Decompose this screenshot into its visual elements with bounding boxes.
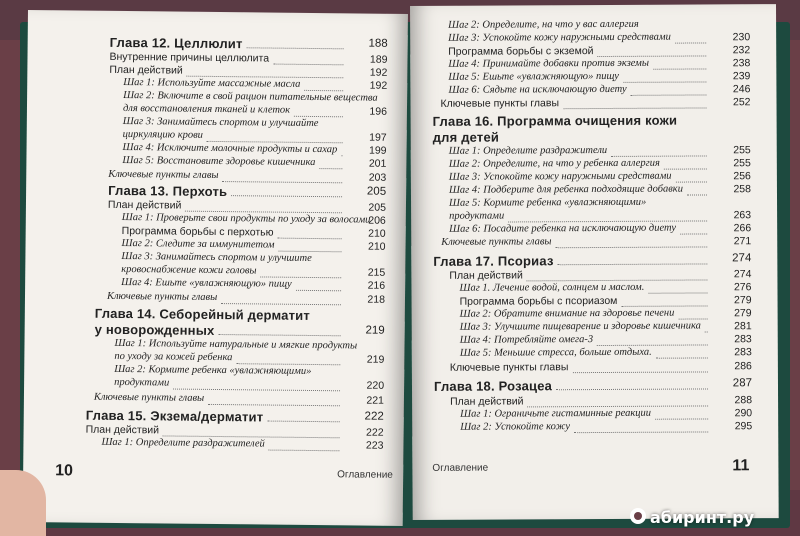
leader-dots (173, 388, 340, 392)
toc-entry: Программа борьбы с псориазом (459, 294, 618, 308)
page-number: 201 (368, 157, 387, 170)
toc-entry: Шаг 1: Определите раздражители (448, 144, 608, 157)
leader-dots (675, 41, 706, 43)
leader-dots (319, 167, 342, 169)
page-number: 219 (366, 353, 385, 366)
thumb (0, 470, 46, 536)
toc-entry: Ключевые пункты главы (440, 97, 560, 110)
page-number: 192 (369, 66, 388, 79)
toc-entry: Программа борьбы с перхотью (121, 224, 274, 239)
page-number: 252 (732, 96, 751, 109)
toc-entry: Шаг 1. Лечение водой, солнцем и маслом. (459, 281, 645, 294)
leader-dots (653, 67, 706, 69)
toc-entry: Шаг 1: Ограничьте гистаминные реакции (460, 407, 652, 420)
toc-entry: Шаг 4: Ешьте «увлажняющую» пищу (121, 276, 292, 290)
watermark: абиринт.ру (650, 508, 755, 527)
chapter-heading: Глава 18. Розацеа (433, 378, 553, 394)
page-number: 205 (366, 185, 387, 198)
leader-dots (597, 54, 706, 57)
leader-dots (278, 237, 342, 240)
toc-entry: План действий (449, 269, 523, 282)
page-number: 188 (368, 37, 388, 50)
labirint-logo-icon (630, 508, 646, 524)
leader-dots (648, 291, 707, 293)
toc-entry: Шаг 3: Улучшите пищеварение и здоровье кишечника (459, 320, 701, 333)
right-page (410, 4, 779, 520)
leader-dots (664, 167, 707, 169)
chapter-heading: у новорожденных (94, 321, 215, 338)
page-number: 197 (369, 131, 387, 144)
toc-entry: продуктами (114, 376, 170, 389)
toc-entry: Шаг 4: Принимайте добавки против экземы (448, 57, 650, 70)
leader-dots (273, 63, 343, 66)
page-number: 246 (732, 83, 751, 96)
toc-entry: Шаг 2: Следите за иммунитетом (121, 237, 275, 251)
page-number: 210 (367, 240, 386, 253)
leader-dots (296, 289, 341, 291)
toc-entry: циркуляцию крови (122, 128, 204, 141)
page-number: 221 (366, 394, 384, 407)
page-number: 279 (733, 294, 752, 307)
toc-entry: Шаг 1: Определите раздражителей (101, 436, 265, 450)
toc-entry: Шаг 3: Занимайтесь спортом и улучшите (121, 250, 312, 264)
toc-entry: Ключевые пункты главы (449, 361, 569, 374)
page-number: 258 (733, 183, 751, 196)
leader-dots (221, 302, 341, 305)
leader-dots (676, 180, 707, 182)
toc-entry: Шаг 2: Включите в свой рацион питательные вещества (123, 90, 378, 104)
page-number: 206 (368, 214, 386, 227)
leader-dots (341, 154, 342, 156)
toc-entry: План действий (107, 198, 182, 212)
page-number: 255 (733, 157, 751, 170)
page-number: 216 (367, 279, 386, 292)
toc-entry: Ключевые пункты главы (108, 168, 219, 182)
toc-entry: продуктами (449, 210, 505, 222)
page-number: 219 (365, 324, 385, 337)
toc-entry: для восстановления тканей и клеток (122, 103, 291, 116)
page-number: 220 (366, 379, 385, 392)
page-number: 263 (733, 209, 752, 222)
page-number: 196 (369, 105, 388, 118)
leader-dots (656, 356, 708, 358)
toc-entry: Ключевые пункты главы (106, 290, 218, 303)
page-number: 223 (365, 439, 384, 452)
toc-entry: Шаг 1: Используйте массажные масла (123, 77, 301, 90)
toc-entry: Шаг 3: Занимайтесь спортом и улучшайте (122, 115, 319, 130)
page-number: 215 (367, 266, 386, 279)
leader-dots (597, 343, 708, 346)
page-number: 199 (368, 144, 387, 157)
toc-entry: Шаг 2: Определите, на что у вас аллергия (448, 18, 639, 31)
page-number: 256 (733, 170, 751, 183)
toc-entry: Шаг 2: Кормите ребенка «увлажняющими» (114, 363, 312, 377)
chapter-heading: Глава 15. Экзема/дерматит (85, 407, 264, 425)
leader-dots (247, 46, 344, 49)
leader-dots (219, 333, 341, 336)
toc-entry: Шаг 1: Проверьте свои продукты по уходу за волосами (121, 211, 371, 226)
leader-dots (208, 403, 340, 406)
toc-entry: Шаг 4: Потребляйте омега-3 (459, 334, 594, 346)
right-page-footer-title: Оглавление (432, 462, 489, 474)
leader-dots (622, 304, 708, 306)
page-number: 290 (734, 407, 753, 420)
leader-dots (304, 89, 343, 91)
page-number: 192 (369, 79, 388, 92)
page-number: 274 (732, 252, 752, 265)
leader-dots (679, 317, 708, 319)
page-number: 286 (734, 360, 752, 373)
toc-entry: Шаг 3: Успокойте кожу наружными средствами (448, 170, 672, 183)
leader-dots (268, 449, 339, 452)
page-number: 255 (733, 144, 751, 157)
page-number: 271 (733, 235, 752, 248)
leader-dots (222, 180, 342, 183)
leader-dots (564, 106, 707, 109)
page-number: 238 (732, 57, 751, 70)
toc-entry: План действий (109, 63, 183, 77)
toc-entry: Шаг 3: Успокойте кожу наружными средствами (448, 31, 671, 44)
toc-entry: Внутренние причины целлюлита (109, 50, 270, 65)
chapter-heading: Глава 13. Перхоть (108, 182, 228, 200)
page-number: 283 (734, 346, 752, 359)
toc-entry: Шаг 5: Кормите ребенка «увлажняющими» (449, 196, 647, 209)
chapter-heading: Глава 16. Программа очищения кожи (432, 112, 678, 129)
toc-entry: Ключевые пункты главы (441, 236, 552, 248)
toc-entry: Шаг 5: Меньшие стресса, больше отдыха. (459, 346, 652, 359)
toc-entry: Шаг 4: Подберите для ребенка подходящие добавки (448, 183, 683, 196)
toc-entry: по уходу за кожей ребенка (114, 350, 233, 364)
leader-dots (611, 154, 707, 157)
chapter-heading: Глава 12. Целлюлит (109, 34, 243, 52)
page-number: 276 (733, 281, 752, 294)
leader-dots (555, 245, 707, 248)
leader-dots (574, 430, 708, 433)
toc-entry: План действий (450, 395, 524, 408)
toc-entry: Шаг 2: Обратите внимание на здоровье печени (459, 307, 675, 320)
leader-dots (231, 194, 342, 197)
left-page-footer-title: Оглавление (337, 469, 393, 481)
page-number: 281 (734, 320, 752, 333)
leader-dots (268, 420, 340, 423)
page-number: 189 (369, 53, 388, 66)
page-number: 232 (732, 44, 751, 57)
page-number: 279 (734, 307, 752, 320)
leader-dots (573, 370, 708, 373)
page-number: 222 (364, 410, 384, 423)
page-number: 205 (368, 201, 387, 214)
page-number: 230 (732, 31, 751, 44)
toc-entry: Шаг 6: Сядьте на исключающую диету (448, 83, 627, 96)
left-page (23, 10, 408, 526)
toc-entry: Шаг 6: Посадите ребенка на исключающую диету (449, 222, 677, 235)
right-page-number: 11 (732, 457, 750, 475)
toc-entry: Шаг 5: Восстановите здоровье кишечника (122, 154, 316, 169)
page-number: 274 (733, 268, 752, 281)
toc-entry: План действий (85, 423, 160, 437)
toc-entry: Ключевые пункты главы (93, 391, 205, 404)
page-number: 210 (368, 227, 386, 240)
leader-dots (556, 387, 708, 390)
chapter-heading: Глава 17. Псориаз (433, 253, 554, 269)
chapter-heading: Глава 14. Себорейный дерматит (94, 305, 311, 323)
page-number: 283 (734, 333, 752, 346)
leader-dots (655, 417, 708, 419)
toc-entry: Шаг 2: Определите, на что у ребенка аллергия (448, 157, 660, 170)
page-number: 218 (367, 293, 386, 306)
page-number: 239 (732, 70, 751, 83)
left-page-number: 10 (55, 462, 74, 480)
toc-entry: Шаг 2: Успокойте кожу (460, 421, 571, 433)
leader-dots (687, 193, 707, 195)
page-number: 295 (734, 420, 753, 433)
toc-entry: кровоснабжение кожи головы (121, 263, 257, 277)
leader-dots (623, 80, 706, 82)
page-number: 222 (365, 426, 384, 439)
page-number: 266 (733, 222, 752, 235)
leader-dots (705, 330, 708, 332)
toc-entry: Шаг 1: Используйте натуральные и мягкие продукты (114, 337, 358, 352)
leader-dots (680, 232, 707, 234)
leader-dots (630, 93, 706, 95)
toc-entry: Шаг 4: Исключите молочные продукты и сахар (122, 141, 338, 156)
toc-entry: Шаг 5: Ешьте «увлажняющую» пищу (448, 70, 619, 83)
page-number: 287 (732, 377, 753, 390)
page-number: 203 (368, 171, 387, 184)
chapter-heading: для детей (432, 129, 500, 145)
page-number: 288 (734, 394, 753, 407)
toc-entry: Программа борьбы с экземой (448, 45, 594, 58)
leader-dots (557, 262, 707, 265)
